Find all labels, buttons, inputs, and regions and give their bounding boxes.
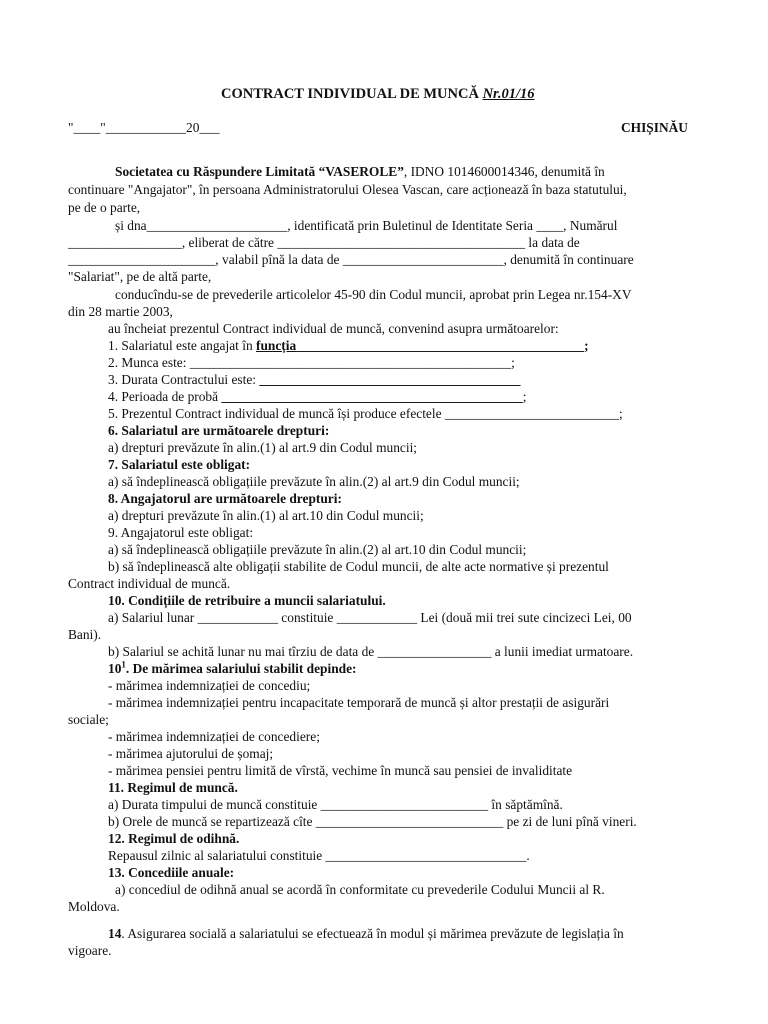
clause-9-b-line-2: Contract individual de muncă. <box>68 576 231 591</box>
intro-line-9: din 28 martie 2003, <box>68 304 173 319</box>
intro-line-4: și dna_____________________, identificată prin Buletinul de Identitate Seria ____, Numărul <box>115 218 618 233</box>
clause-14-line-2: vigoare. <box>68 943 112 958</box>
intro-line-8: conducîndu-se de prevederile articolelor 45-90 din Codul muncii, aprobat prin Legea nr.154-XV <box>115 287 632 302</box>
clause-10-1-item-5: - mărimea pensiei pentru limită de vîrstă, vechime în muncă sau pensiei de invaliditate <box>108 763 573 778</box>
clause-9-heading: 9. Angajatorul este obligat: <box>108 525 254 540</box>
clause-11-a: a) Durata timpului de muncă constituie _________________________ în săptămînă. <box>108 797 563 812</box>
clause-11-heading: 11. Regimul de muncă. <box>108 780 238 795</box>
clause-10-1-heading <box>108 661 357 677</box>
intro-line-1 <box>115 164 605 180</box>
title-text: CONTRACT INDIVIDUAL DE MUNCĂ <box>221 86 479 102</box>
date-line: "____"____________20___ <box>68 120 220 135</box>
clause-10-1-item-2-cont: sociale; <box>68 712 109 727</box>
clause-14-number: 14 <box>108 926 122 941</box>
clause-12-text: Repausul zilnic al salariatului constituie ______________________________. <box>108 848 530 863</box>
document-title <box>221 86 535 102</box>
intro-line-5: _________________, eliberat de către _____________________________________ la data de <box>68 235 580 250</box>
clause-10-b: b) Salariul se achită lunar nu mai tîrziu de data de _________________ a lunii imediat urmatoare. <box>108 644 634 659</box>
clause-8-heading: 8. Angajatorul are următoarele drepturi: <box>108 491 342 506</box>
clause-10-1-number: 10 <box>108 661 122 676</box>
clause-13-a-line-1: a) concediul de odihnă anual se acordă în conformitate cu prevederile Codului Muncii al R. <box>115 882 605 897</box>
clause-4-blank: _____________________________________________ <box>221 389 523 404</box>
clause-8-a: a) drepturi prevăzute în alin.(1) al art.10 din Codul muncii; <box>108 508 424 523</box>
clause-11-b: b) Orele de muncă se repartizează cîte ____________________________ pe zi de luni pînă vineri. <box>108 814 637 829</box>
clause-10-1-item-1: - mărimea indemnizației de concediu; <box>108 678 311 693</box>
clause-13-a-line-2: Moldova. <box>68 899 120 914</box>
intro-line-1-rest: , IDNO 1014600014346, denumită în <box>403 164 605 179</box>
clause-10-1-item-4: - mărimea ajutorului de șomaj; <box>108 746 274 761</box>
clause-10-heading: 10. Condițiile de retribuire a muncii salariatului. <box>108 593 386 608</box>
intro-line-2: continuare "Angajator", în persoana Administratorului Olesea Vascan, care acționează în baza statutului, <box>68 182 627 197</box>
intro-line-10: au încheiat prezentul Contract individual de muncă, convenind asupra următoarelor: <box>108 321 559 336</box>
clause-10-a-line-2: Bani). <box>68 627 102 642</box>
clause-4-text: 4. Perioada de probă <box>108 389 222 404</box>
contract-number: Nr.01/16 <box>482 86 535 102</box>
clause-1-text: 1. Salariatul este angajat în <box>108 338 256 353</box>
clause-6-a: a) drepturi prevăzute în alin.(1) al art.9 din Codul muncii; <box>108 440 418 455</box>
clause-10-1-item-2: - mărimea indemnizației pentru incapacitate temporară de muncă și altor prestații de asigurări <box>108 695 610 710</box>
clause-9-b-line-1: b) să îndeplinească alte obligații stabilite de Codul muncii, de alte acte normative și prezentul <box>108 559 609 574</box>
clause-9-a: a) să îndeplinească obligațiile prevăzute în alin.(2) al art.10 din Codul muncii; <box>108 542 527 557</box>
clause-10-a-line-1: a) Salariul lunar ____________ constituie ____________ Lei (două mii trei sute cincizeci Lei, 00 <box>108 610 632 625</box>
company-name: Societatea cu Răspundere Limitată “VASEROLE” <box>115 164 404 179</box>
clause-1-end: ; <box>584 338 589 353</box>
clause-13-heading: 13. Concediile anuale: <box>108 865 235 880</box>
clause-5: 5. Prezentul Contract individual de muncă își produce efectele __________________________; <box>108 406 623 421</box>
clause-10-1-title: . De mărimea salariului stabilit depinde: <box>125 661 357 676</box>
clause-12-heading: 12. Regimul de odihnă. <box>108 831 240 846</box>
clause-4 <box>108 389 526 405</box>
clause-7-heading: 7. Salariatul este obligat: <box>108 457 251 472</box>
clause-6-heading: 6. Salariatul are următoarele drepturi: <box>108 423 330 438</box>
clause-14-text: . Asigurarea socială a salariatului se efectuează în modul și mărimea prevăzute de legislația în <box>121 926 624 941</box>
clause-3 <box>108 372 520 388</box>
clause-7-a: a) să îndeplinească obligațiile prevăzute în alin.(2) al art.9 din Codul muncii; <box>108 474 520 489</box>
clause-3-blank: _______________________________________ <box>259 372 521 387</box>
clause-14-line-1 <box>108 926 624 942</box>
intro-line-3: pe de o parte, <box>68 200 141 215</box>
intro-line-6: ______________________, valabil pînă la data de ________________________, denumită în continuare <box>68 252 634 267</box>
clause-4-end: ; <box>522 389 527 404</box>
intro-line-7: "Salariat", pe de altă parte, <box>68 269 212 284</box>
clause-1-blank: ___________________________________________ <box>296 338 585 353</box>
clause-10-1-superscript: 1 <box>121 659 126 670</box>
city: CHIȘINĂU <box>621 120 688 135</box>
clause-10-1-item-3: - mărimea indemnizației de concediere; <box>108 729 320 744</box>
clause-1-function: funcția <box>256 338 297 353</box>
clause-2: 2. Munca este: ________________________________________________; <box>108 355 515 370</box>
clause-3-text: 3. Durata Contractului este: <box>108 372 260 387</box>
clause-1 <box>108 338 589 354</box>
